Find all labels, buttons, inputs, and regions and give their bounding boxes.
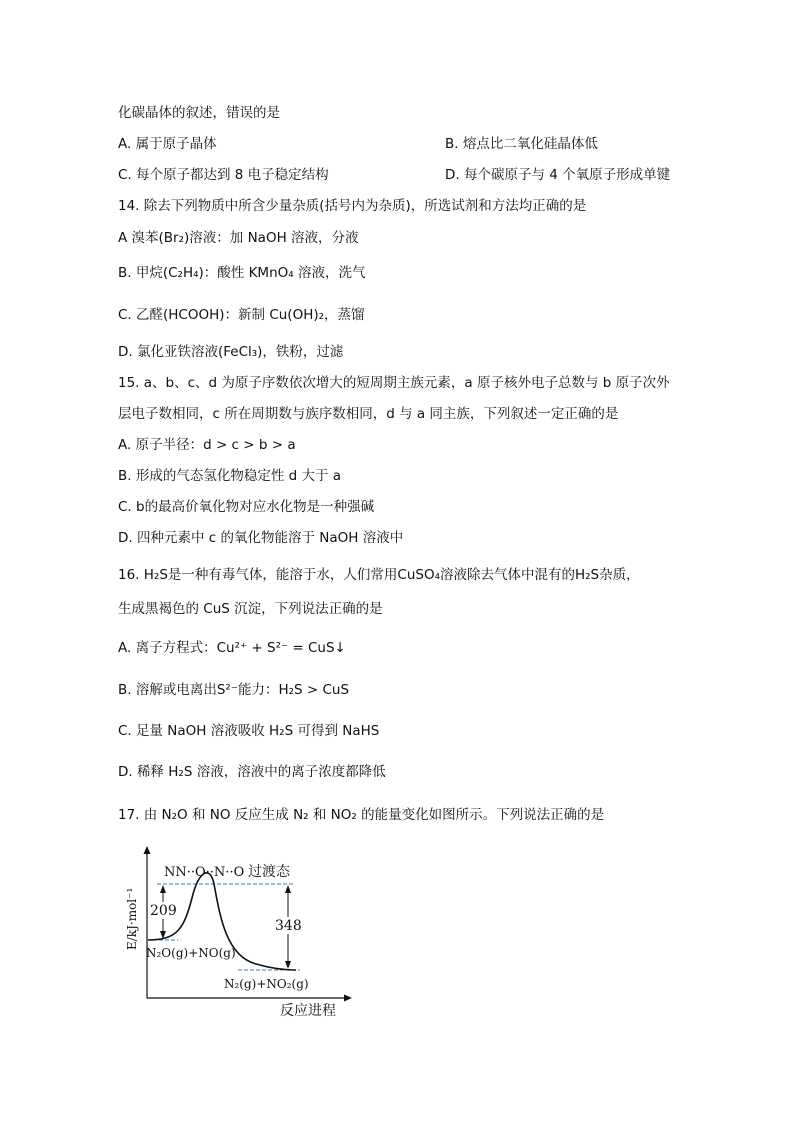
q15-option-c: C. b的最高价氧化物对应水化物是一种强碱 <box>118 499 375 515</box>
x-axis-label: 反应进程 <box>280 1003 336 1019</box>
x-axis-arrow <box>344 995 352 1002</box>
q15-option-b: B. 形成的气态氢化物稳定性 d 大于 a <box>118 468 342 484</box>
q13-option-c: C. 每个原子都达到 8 电子稳定结构 <box>118 167 329 183</box>
activation-arrow-head-top <box>160 885 166 893</box>
reactants-label: N₂O(g)+NO(g) <box>146 946 236 960</box>
q14-stem: 14. 除去下列物质中所含少量杂质(括号内为杂质)，所选试剂和方法均正确的是 <box>118 198 587 214</box>
q13-option-d: D. 每个碳原子与 4 个氧原子形成单键 <box>445 167 671 183</box>
q14-option-a: A 溴苯(Br₂)溶液：加 NaOH 溶液，分液 <box>118 230 359 246</box>
q15-stem-line2: 层电子数相同，c 所在周期数与族序数相同，d 与 a 同主族，下列叙述一定正确的是 <box>118 406 619 422</box>
reverse-arrow-head-top <box>285 885 291 893</box>
q13-option-a: A. 属于原子晶体 <box>118 136 217 152</box>
q16-option-b: B. 溶解或电离出S²⁻能力：H₂S > CuS <box>118 682 350 698</box>
q14-option-c: C. 乙醛(HCOOH)：新制 Cu(OH)₂，蒸馏 <box>118 307 365 323</box>
reverse-barrier-label: 348 <box>275 918 302 934</box>
q15-stem-line1: 15. a、b、c、d 为原子序数依次增大的短周期主族元素，a 原子核外电子总数与 b 原子次外 <box>118 375 670 391</box>
energy-profile-diagram <box>120 838 360 1023</box>
activation-energy-label: 209 <box>150 903 177 919</box>
y-axis-arrow <box>144 846 151 854</box>
products-label: N₂(g)+NO₂(g) <box>224 977 309 991</box>
q16-option-a: A. 离子方程式：Cu²⁺ + S²⁻ = CuS↓ <box>118 640 346 656</box>
q13-stem-tail: 化碳晶体的叙述，错误的是 <box>118 105 280 121</box>
y-axis-label: E/kJ·mol⁻¹ <box>125 887 139 950</box>
q16-stem-line1: 16. H₂S是一种有毒气体，能溶于水，人们常用CuSO₄溶液除去气体中混有的H₂S杂质， <box>118 567 640 583</box>
q17-stem: 17. 由 N₂O 和 NO 反应生成 N₂ 和 NO₂ 的能量变化如图所示。下列说法正确的是 <box>118 807 605 823</box>
q13-option-b: B. 熔点比二氧化硅晶体低 <box>445 136 598 152</box>
q16-option-c: C. 足量 NaOH 溶液吸收 H₂S 可得到 NaHS <box>118 723 380 739</box>
q16-stem-line2: 生成黑褐色的 CuS 沉淀，下列说法正确的是 <box>118 601 383 617</box>
reverse-arrow-head-bottom <box>285 961 291 969</box>
transition-state-label: 过渡态 <box>248 864 290 880</box>
q15-option-a: A. 原子半径：d > c > b > a <box>118 437 296 453</box>
q14-option-b: B. 甲烷(C₂H₄)：酸性 KMnO₄ 溶液，洗气 <box>118 265 366 281</box>
transition-species-label: NN··O··N··O <box>164 865 245 880</box>
q16-option-d: D. 稀释 H₂S 溶液，溶液中的离子浓度都降低 <box>118 764 386 780</box>
q14-option-d: D. 氯化亚铁溶液(FeCl₃)，铁粉，过滤 <box>118 344 344 360</box>
q15-option-d: D. 四种元素中 c 的氧化物能溶于 NaOH 溶液中 <box>118 530 404 546</box>
